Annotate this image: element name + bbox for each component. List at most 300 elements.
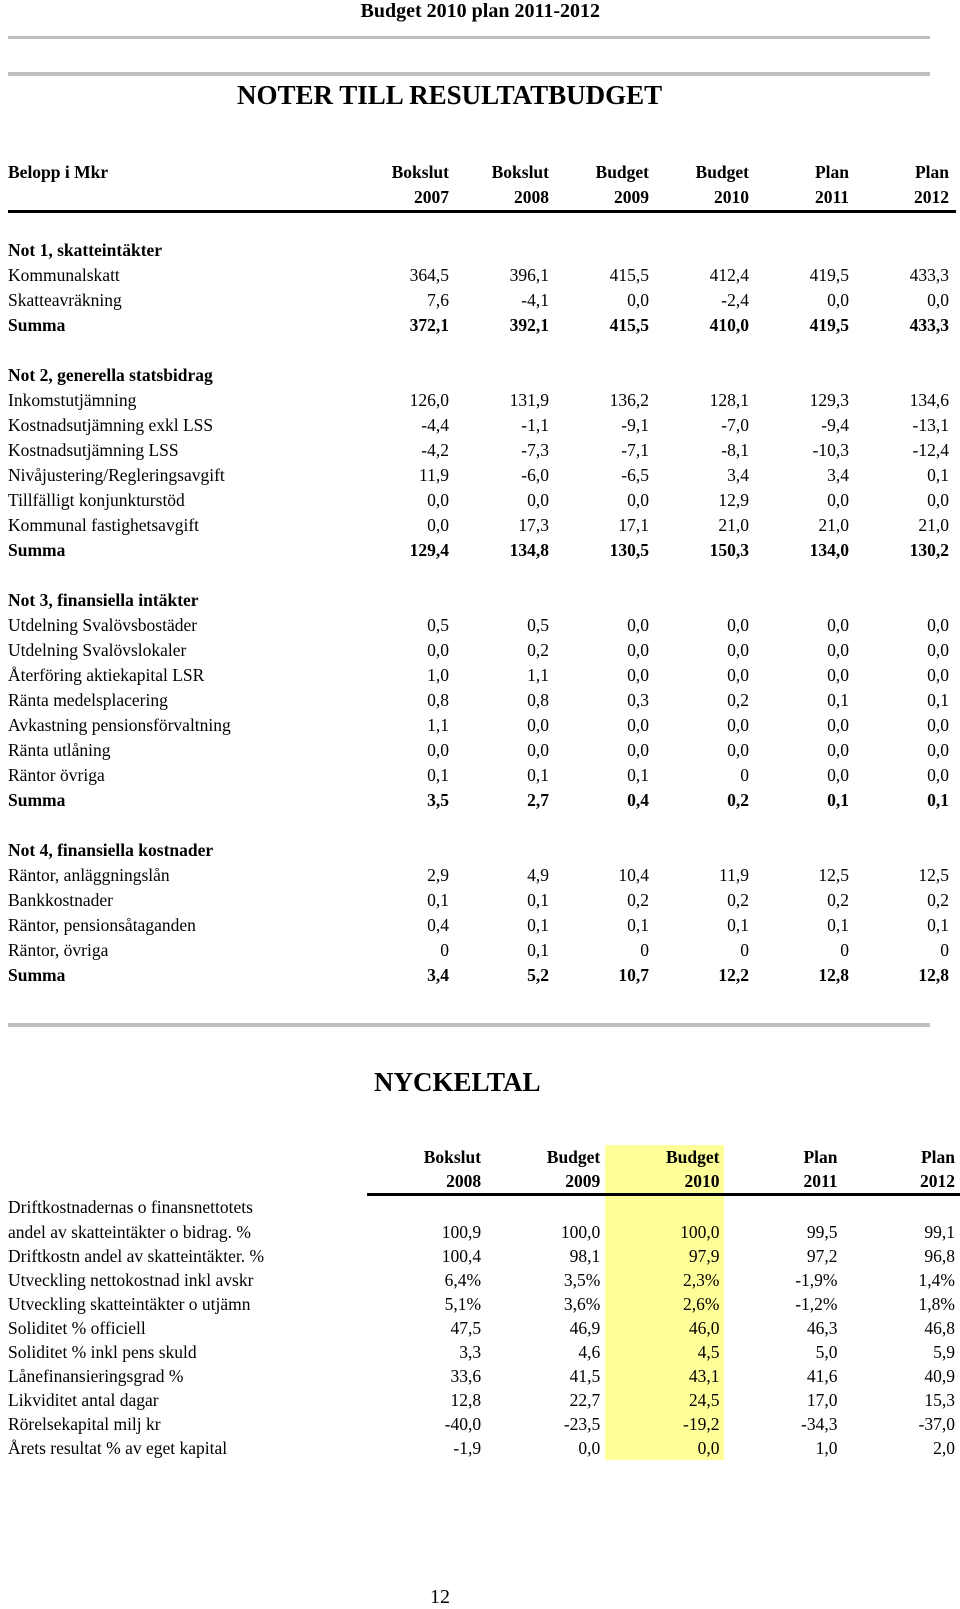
key-row-value: 3,3: [367, 1340, 487, 1364]
total-value: 130,5: [556, 538, 656, 563]
key-row-value: 100,0: [486, 1220, 605, 1244]
total-value: 2,7: [456, 788, 556, 813]
row-value: -4,1: [456, 288, 556, 313]
key-table-row: [8, 1412, 960, 1436]
row-value: 12,9: [656, 488, 756, 513]
row-value: 11,9: [656, 863, 756, 888]
row-value: 12,5: [756, 863, 856, 888]
key-row-value: 46,0: [605, 1316, 724, 1340]
column-header-row: [8, 160, 956, 185]
key-row-value: -1,2%: [724, 1292, 842, 1316]
row-value: 0,2: [656, 888, 756, 913]
running-header: Budget 2010 plan 2011-2012: [0, 0, 600, 26]
key-table-row: [8, 1220, 960, 1244]
row-value: 0,0: [756, 763, 856, 788]
row-value: 0,0: [356, 513, 456, 538]
key-figures-title: NYCKELTAL: [374, 1067, 541, 1098]
table-row: [8, 263, 956, 288]
key-row-value: 2,3%: [605, 1268, 724, 1292]
row-value: -10,3: [756, 438, 856, 463]
key-table-row: [8, 1436, 960, 1460]
key-row-value: 12,8: [367, 1388, 487, 1412]
table-row: [8, 763, 956, 788]
total-row: [8, 963, 956, 988]
row-value: 3,4: [756, 463, 856, 488]
notes-table: [8, 160, 956, 988]
row-value: 0,0: [856, 488, 956, 513]
row-value: 0,0: [756, 663, 856, 688]
key-table-row: [8, 1268, 960, 1292]
row-value: 0,1: [756, 688, 856, 713]
key-row-value: [367, 1195, 487, 1221]
row-value: -7,3: [456, 438, 556, 463]
key-row-value: 1,0: [724, 1436, 842, 1460]
section-title-row: [8, 588, 956, 613]
key-row-value: 97,2: [724, 1244, 842, 1268]
row-value: 129,3: [756, 388, 856, 413]
row-value: 21,0: [856, 513, 956, 538]
key-column-kind: Plan: [843, 1145, 960, 1169]
key-row-value: 100,0: [605, 1220, 724, 1244]
key-row-value: 5,1%: [367, 1292, 487, 1316]
total-value: 419,5: [756, 313, 856, 338]
column-year: 2009: [556, 185, 656, 212]
title-rule: [8, 72, 930, 76]
key-row-value: 0,0: [486, 1436, 605, 1460]
key-column-year: 2012: [843, 1169, 960, 1195]
row-value: 412,4: [656, 263, 756, 288]
key-row-value: 6,4%: [367, 1268, 487, 1292]
row-label: Kostnadsutjämning LSS: [8, 438, 356, 463]
key-row-value: 15,3: [843, 1388, 960, 1412]
key-row-value: 41,5: [486, 1364, 605, 1388]
row-value: 0: [756, 938, 856, 963]
key-row-value: 3,5%: [486, 1268, 605, 1292]
row-value: 0,2: [456, 638, 556, 663]
column-year: 2008: [456, 185, 556, 212]
key-figures-table: [8, 1145, 960, 1460]
label-header-blank: [8, 185, 356, 212]
row-value: 0,1: [456, 763, 556, 788]
total-value: 410,0: [656, 313, 756, 338]
total-row: [8, 538, 956, 563]
key-label-header-blank: [8, 1169, 367, 1195]
key-table-row: [8, 1244, 960, 1268]
key-row-value: 5,9: [843, 1340, 960, 1364]
row-value: 0: [356, 938, 456, 963]
row-value: 0,0: [556, 488, 656, 513]
row-value: 0,0: [356, 638, 456, 663]
spacer-row: [8, 813, 956, 838]
row-value: 364,5: [356, 263, 456, 288]
row-value: 0,0: [756, 638, 856, 663]
row-value: -7,1: [556, 438, 656, 463]
key-row-value: 2,0: [843, 1436, 960, 1460]
column-year: 2010: [656, 185, 756, 212]
row-value: -6,0: [456, 463, 556, 488]
section-rule: [8, 1023, 930, 1027]
row-value: -13,1: [856, 413, 956, 438]
key-row-value: 99,5: [724, 1220, 842, 1244]
row-value: 131,9: [456, 388, 556, 413]
row-value: 0,0: [856, 613, 956, 638]
key-column-kind: Bokslut: [367, 1145, 487, 1169]
key-row-label: Soliditet % officiell: [8, 1316, 367, 1340]
row-value: 0,0: [556, 738, 656, 763]
key-column-year: 2008: [367, 1169, 487, 1195]
row-value: 0,0: [656, 638, 756, 663]
row-value: 134,6: [856, 388, 956, 413]
row-value: 21,0: [656, 513, 756, 538]
total-value: 5,2: [456, 963, 556, 988]
row-value: 0,1: [856, 463, 956, 488]
row-value: 7,6: [356, 288, 456, 313]
row-value: 0,3: [556, 688, 656, 713]
key-row-value: 98,1: [486, 1244, 605, 1268]
total-label: Summa: [8, 313, 356, 338]
total-value: 12,2: [656, 963, 756, 988]
column-kind: Plan: [756, 160, 856, 185]
row-label: Kommunal fastighetsavgift: [8, 513, 356, 538]
key-row-value: 47,5: [367, 1316, 487, 1340]
key-row-label: andel av skatteintäkter o bidrag. %: [8, 1220, 367, 1244]
key-column-year: 2011: [724, 1169, 842, 1195]
table-row: [8, 663, 956, 688]
table-row: [8, 388, 956, 413]
key-row-value: [724, 1195, 842, 1221]
row-value: 0,0: [356, 488, 456, 513]
key-row-label: Driftkostnadernas o finansnettotets: [8, 1195, 367, 1221]
table-row: [8, 438, 956, 463]
total-value: 372,1: [356, 313, 456, 338]
row-label: Tillfälligt konjunkturstöd: [8, 488, 356, 513]
row-value: 4,9: [456, 863, 556, 888]
row-value: 0,1: [856, 688, 956, 713]
key-row-value: -34,3: [724, 1412, 842, 1436]
table-row: [8, 413, 956, 438]
row-value: 0,1: [456, 913, 556, 938]
row-label: Räntor övriga: [8, 763, 356, 788]
row-value: 17,3: [456, 513, 556, 538]
row-value: 0,5: [356, 613, 456, 638]
row-value: 12,5: [856, 863, 956, 888]
total-value: 0,1: [856, 788, 956, 813]
row-value: -9,4: [756, 413, 856, 438]
key-column-kind: Budget: [605, 1145, 724, 1169]
section-title: Not 4, finansiella kostnader: [8, 838, 956, 863]
section-title-row: [8, 238, 956, 263]
key-column-kind: Plan: [724, 1145, 842, 1169]
row-value: 0,8: [456, 688, 556, 713]
section-title: Not 3, finansiella intäkter: [8, 588, 956, 613]
column-kind: Budget: [556, 160, 656, 185]
section-title: Not 2, generella statsbidrag: [8, 363, 956, 388]
row-value: 0,0: [656, 663, 756, 688]
row-value: 0,0: [856, 663, 956, 688]
row-value: 0,0: [356, 738, 456, 763]
total-value: 129,4: [356, 538, 456, 563]
key-column-header-row: [8, 1145, 960, 1169]
key-row-label: Soliditet % inkl pens skuld: [8, 1340, 367, 1364]
row-value: 0,0: [856, 638, 956, 663]
total-label: Summa: [8, 963, 356, 988]
key-table-row: [8, 1316, 960, 1340]
table-row: [8, 888, 956, 913]
key-row-value: 2,6%: [605, 1292, 724, 1316]
key-row-value: 100,9: [367, 1220, 487, 1244]
spacer-row: [8, 212, 956, 239]
row-value: 1,1: [456, 663, 556, 688]
section-title-row: [8, 838, 956, 863]
key-row-value: 40,9: [843, 1364, 960, 1388]
total-value: 134,8: [456, 538, 556, 563]
key-row-label: Rörelsekapital milj kr: [8, 1412, 367, 1436]
row-value: -4,4: [356, 413, 456, 438]
row-value: 0,1: [756, 913, 856, 938]
row-value: 0,0: [856, 713, 956, 738]
key-row-value: 33,6: [367, 1364, 487, 1388]
row-value: -2,4: [656, 288, 756, 313]
spacer: [8, 212, 956, 239]
total-label: Summa: [8, 538, 356, 563]
total-value: 415,5: [556, 313, 656, 338]
total-value: 0,4: [556, 788, 656, 813]
row-value: -1,1: [456, 413, 556, 438]
row-label: Återföring aktiekapital LSR: [8, 663, 356, 688]
total-value: 12,8: [856, 963, 956, 988]
row-label: Kommunalskatt: [8, 263, 356, 288]
row-value: 0,0: [556, 663, 656, 688]
row-value: 0,0: [856, 738, 956, 763]
total-value: 10,7: [556, 963, 656, 988]
label-header: Belopp i Mkr: [8, 160, 356, 185]
row-label: Inkomstutjämning: [8, 388, 356, 413]
key-row-value: 46,8: [843, 1316, 960, 1340]
table-row: [8, 488, 956, 513]
row-value: -6,5: [556, 463, 656, 488]
row-value: 0,0: [756, 288, 856, 313]
total-value: 150,3: [656, 538, 756, 563]
key-row-value: 96,8: [843, 1244, 960, 1268]
key-row-label: Utveckling skatteintäkter o utjämn: [8, 1292, 367, 1316]
total-row: [8, 313, 956, 338]
key-row-value: -1,9: [367, 1436, 487, 1460]
row-value: -12,4: [856, 438, 956, 463]
row-label: Ränta utlåning: [8, 738, 356, 763]
key-row-value: 3,6%: [486, 1292, 605, 1316]
row-value: -4,2: [356, 438, 456, 463]
total-value: 12,8: [756, 963, 856, 988]
row-value: 0: [856, 938, 956, 963]
key-row-value: 41,6: [724, 1364, 842, 1388]
key-row-value: 46,3: [724, 1316, 842, 1340]
table-row: [8, 613, 956, 638]
row-value: 0,4: [356, 913, 456, 938]
row-value: 0,2: [656, 688, 756, 713]
total-value: 0,1: [756, 788, 856, 813]
row-value: 0,0: [656, 613, 756, 638]
row-label: Räntor, pensionsåtaganden: [8, 913, 356, 938]
row-value: 126,0: [356, 388, 456, 413]
row-value: 0,0: [756, 488, 856, 513]
row-value: 0,0: [556, 713, 656, 738]
key-row-label: Utveckling nettokostnad inkl avskr: [8, 1268, 367, 1292]
key-row-value: -23,5: [486, 1412, 605, 1436]
key-row-value: [843, 1195, 960, 1221]
key-row-value: 4,5: [605, 1340, 724, 1364]
total-value: 3,5: [356, 788, 456, 813]
row-value: 3,4: [656, 463, 756, 488]
row-value: 136,2: [556, 388, 656, 413]
row-value: -9,1: [556, 413, 656, 438]
total-value: 392,1: [456, 313, 556, 338]
key-row-value: 100,4: [367, 1244, 487, 1268]
row-value: 1,0: [356, 663, 456, 688]
row-value: 128,1: [656, 388, 756, 413]
total-value: 134,0: [756, 538, 856, 563]
section-title-row: [8, 363, 956, 388]
spacer: [8, 338, 956, 363]
key-table-row: [8, 1340, 960, 1364]
table-row: [8, 688, 956, 713]
notes-title: NOTER TILL RESULTATBUDGET: [237, 80, 662, 111]
row-value: 0,1: [456, 888, 556, 913]
row-value: 419,5: [756, 263, 856, 288]
header-rule: [8, 36, 930, 39]
key-row-value: -40,0: [367, 1412, 487, 1436]
row-label: Kostnadsutjämning exkl LSS: [8, 413, 356, 438]
row-value: 0,2: [556, 888, 656, 913]
table-row: [8, 513, 956, 538]
key-row-value: 1,8%: [843, 1292, 960, 1316]
key-row-value: 24,5: [605, 1388, 724, 1412]
row-value: 11,9: [356, 463, 456, 488]
key-row-value: 17,0: [724, 1388, 842, 1412]
row-value: 21,0: [756, 513, 856, 538]
row-label: Skatteavräkning: [8, 288, 356, 313]
row-label: Utdelning Svalövsbostäder: [8, 613, 356, 638]
column-year: 2007: [356, 185, 456, 212]
key-row-value: -19,2: [605, 1412, 724, 1436]
table-row: [8, 863, 956, 888]
key-table-row: [8, 1388, 960, 1412]
key-row-label: Likviditet antal dagar: [8, 1388, 367, 1412]
key-row-label: Driftkostn andel av skatteintäkter. %: [8, 1244, 367, 1268]
row-value: 0: [656, 763, 756, 788]
row-value: 0,0: [756, 713, 856, 738]
row-value: 433,3: [856, 263, 956, 288]
row-value: 396,1: [456, 263, 556, 288]
row-value: -7,0: [656, 413, 756, 438]
key-column-year: 2009: [486, 1169, 605, 1195]
row-value: 0,0: [856, 288, 956, 313]
row-label: Ränta medelsplacering: [8, 688, 356, 713]
row-label: Räntor, anläggningslån: [8, 863, 356, 888]
spacer-row: [8, 338, 956, 363]
total-value: 433,3: [856, 313, 956, 338]
key-row-value: 0,0: [605, 1436, 724, 1460]
column-kind: Bokslut: [456, 160, 556, 185]
row-value: 0,0: [556, 638, 656, 663]
total-value: 130,2: [856, 538, 956, 563]
row-value: 0,0: [756, 738, 856, 763]
row-value: 2,9: [356, 863, 456, 888]
key-row-label: Lånefinansieringsgrad %: [8, 1364, 367, 1388]
row-value: 0,1: [556, 763, 656, 788]
table-row: [8, 938, 956, 963]
row-value: 0,5: [456, 613, 556, 638]
key-column-kind: Budget: [486, 1145, 605, 1169]
row-label: Nivåjustering/Regleringsavgift: [8, 463, 356, 488]
column-year: 2011: [756, 185, 856, 212]
page-number: 12: [430, 1586, 450, 1609]
table-row: [8, 738, 956, 763]
row-value: 0,0: [556, 288, 656, 313]
spacer: [8, 813, 956, 838]
total-label: Summa: [8, 788, 356, 813]
row-value: 10,4: [556, 863, 656, 888]
key-row-value: [605, 1195, 724, 1221]
row-value: 0,1: [556, 913, 656, 938]
row-value: 0,0: [456, 713, 556, 738]
row-value: 0,1: [856, 913, 956, 938]
section-title: Not 1, skatteintäkter: [8, 238, 956, 263]
row-value: 0,0: [656, 713, 756, 738]
total-value: 3,4: [356, 963, 456, 988]
row-label: Utdelning Svalövslokaler: [8, 638, 356, 663]
row-label: Räntor, övriga: [8, 938, 356, 963]
row-value: 0: [556, 938, 656, 963]
key-row-label: Årets resultat % av eget kapital: [8, 1436, 367, 1460]
key-row-value: 97,9: [605, 1244, 724, 1268]
row-value: 17,1: [556, 513, 656, 538]
column-kind: Bokslut: [356, 160, 456, 185]
table-row: [8, 638, 956, 663]
key-row-value: 4,6: [486, 1340, 605, 1364]
column-year-row: [8, 185, 956, 212]
key-column-year: 2010: [605, 1169, 724, 1195]
row-value: 1,1: [356, 713, 456, 738]
row-value: -8,1: [656, 438, 756, 463]
row-value: 0,1: [356, 763, 456, 788]
key-label-header: [8, 1145, 367, 1169]
table-row: [8, 288, 956, 313]
column-kind: Budget: [656, 160, 756, 185]
key-table-row: [8, 1292, 960, 1316]
spacer-row: [8, 563, 956, 588]
row-value: 0,1: [656, 913, 756, 938]
row-value: 0,1: [356, 888, 456, 913]
column-year: 2012: [856, 185, 956, 212]
key-row-value: 5,0: [724, 1340, 842, 1364]
spacer: [8, 563, 956, 588]
key-table-row: [8, 1364, 960, 1388]
key-row-value: 46,9: [486, 1316, 605, 1340]
row-value: 0,0: [456, 488, 556, 513]
key-row-value: 99,1: [843, 1220, 960, 1244]
row-value: 0,2: [856, 888, 956, 913]
total-row: [8, 788, 956, 813]
key-row-value: 22,7: [486, 1388, 605, 1412]
key-row-value: [486, 1195, 605, 1221]
key-row-value: 43,1: [605, 1364, 724, 1388]
table-row: [8, 463, 956, 488]
key-column-year-row: [8, 1169, 960, 1195]
key-table-row: [8, 1195, 960, 1221]
row-value: 0,0: [856, 763, 956, 788]
column-kind: Plan: [856, 160, 956, 185]
row-label: Bankkostnader: [8, 888, 356, 913]
